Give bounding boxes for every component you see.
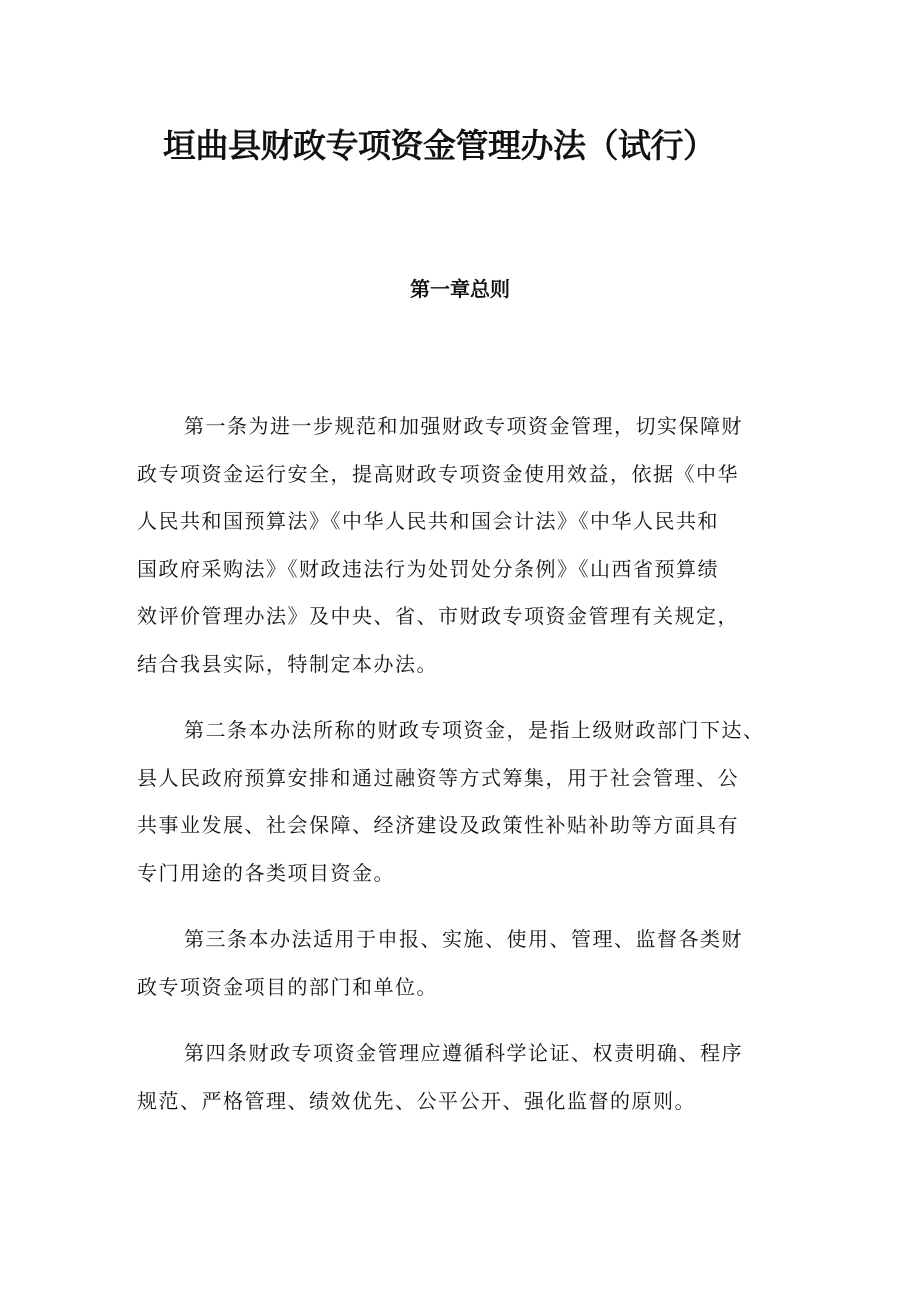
article-4: 第四条财政专项资金管理应遵循科学论证、权责明确、程序 规范、严格管理、绩效优先、公平公开、强化监督的原则。 (137, 1041, 743, 1113)
document-title: 垣曲县财政专项资金管理办法（试行） (163, 126, 716, 165)
article-3: 第三条本办法适用于申报、实施、使用、管理、监督各类财 政专项资金项目的部门和单位。 (137, 927, 743, 999)
article-2: 第二条本办法所称的财政专项资金，是指上级财政部门下达、 县人民政府预算安排和通过融资等方式筹集，用于社会管理、公 共事业发展、社会保障、经济建设及政策性补贴补助等方面具有 专门用途的各类项目资金。 (137, 718, 765, 885)
document-body (137, 403, 812, 1144)
chapter-heading: 第一章总则 (410, 277, 510, 301)
article-1: 第一条为进一步规范和加强财政专项资金管理，切实保障财 政专项资金运行安全，提高财政专项资金使用效益，依据《中华 人民共和国预算法》《中华人民共和国会计法》《中华人民共和 国政府采购法》《财政违法行为处罚处分条例》《山西省预算绩 效评价管理办法》及中央、省、市财政专项资金管理有关规定， 结合我县实际，特制定本办法。 (137, 414, 743, 676)
